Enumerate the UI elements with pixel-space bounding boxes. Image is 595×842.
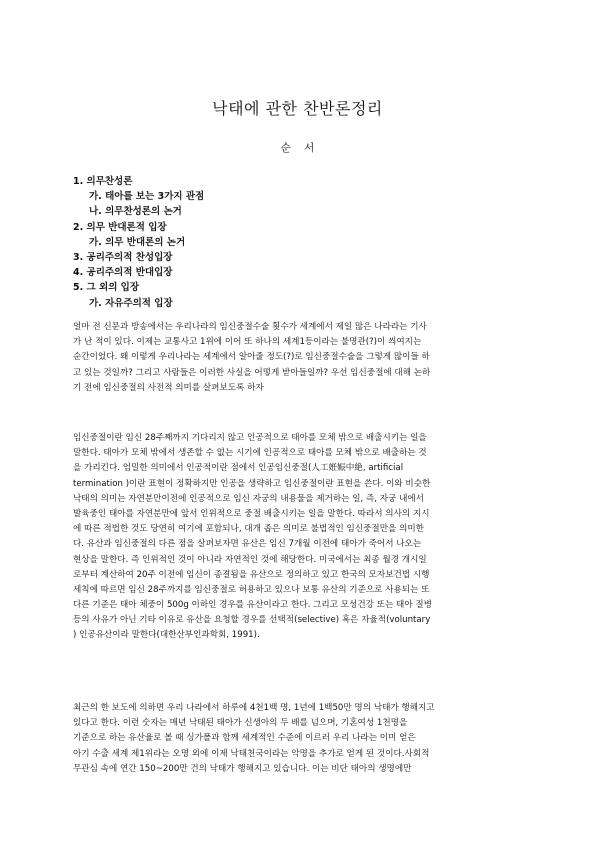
toc-item: 4. 공리주의적 반대입장 xyxy=(73,267,173,279)
text-line: 얼마 전 신문과 방송에서는 우리나라의 임신중절수술 횟수가 세계에서 제일 많은 나라라는 기사 xyxy=(73,322,427,332)
text-line: 고 있는 것일까? 그리고 사람들은 이러한 사실을 어떻게 받아들일까? 우선 임신중절에 대해 논하 xyxy=(73,367,431,378)
text-line: 발육중인 태아를 자연분만에 앞서 인위적으로 중절 배출시키는 일을 말한다. 따라서 의사의 지시 xyxy=(73,508,430,519)
table-of-contents xyxy=(73,174,204,311)
text-line: 말한다. 태아가 모체 밖에서 생존할 수 없는 시기에 인공적으로 태아를 모체 밖으로 배출하는 것 xyxy=(73,448,427,459)
toc-subitem: 가. 태아를 보는 3가지 관점 xyxy=(89,191,205,203)
text-line: 가 난 적이 있다. 이제는 교통사고 1위에 이어 또 하나의 세계1등이라는 불명관(?)이 씌여지는 xyxy=(73,337,422,348)
text-line: 다. 유산과 임신중절의 다른 점을 살펴보자면 유산은 임신 7개월 이전에 태아가 죽어서 나오는 xyxy=(73,539,422,550)
text-line: 세칙에 따르면 임신 28주까지를 임신중절로 허용하고 있으나 보통 유산의 기준으로 사용되는 또 xyxy=(73,584,430,595)
toc-subitem: 가. 의무 반대론의 논거 xyxy=(89,236,186,248)
toc-item: 1. 의무찬성론 xyxy=(73,176,133,187)
text-line: 있다고 한다. 이런 숫자는 매년 낙태된 태아가 신생아의 두 배를 넘으며, 기혼여성 1천명을 xyxy=(73,718,408,729)
text-line: ) 인공유산이라 말한다(대한산부인과학회, 1991). xyxy=(73,630,260,641)
text-line: 등의 사유가 아닌 기타 이유로 유산을 요청할 경우를 선택적(selective) 혹은 자율적(voluntary xyxy=(73,615,431,626)
text-line: 아기 수출 세계 제1위라는 오명 외에 이제 낙태천국이라는 악명을 추가로 얻게 된 것이다.사회적 xyxy=(73,748,430,759)
toc-subitem: 가. 자유주의적 입장 xyxy=(89,297,173,309)
text-line: 현상을 말한다. 즉 인위적인 것이 아니라 자연적인 것에 해당한다. 미국에서는 최종 월경 개시일 xyxy=(73,554,427,565)
text-line: 최근의 한 보도에 의하면 우리 나라에서 하루에 4천1백 명, 1년에 1백50만 명의 낙태가 행해지고 xyxy=(73,703,435,713)
text-line: 무관심 속에 연간 150~200만 건의 낙태가 행해지고 있습니다. 이는 비단 태아의 생명에만 xyxy=(73,763,412,774)
text-line: 에 따른 적법한 것도 당연히 여기에 포함되나, 대개 좁은 의미로 불법적인 임신중절만을 의미한 xyxy=(73,524,424,535)
text-line: 순간이었다. 왜 이렇게 우리나라는 세계에서 알아줄 정도(?)로 임신중절수술을 그렇게 많이들 하 xyxy=(73,352,430,363)
document-title: 낙태에 관한 찬반론정리 xyxy=(212,99,383,118)
toc-item: 3. 공리주의적 찬성입장 xyxy=(73,251,173,263)
text-line: termination )이란 표현이 정확하지만 인공을 생략하고 임신중절이란 표현을 쓴다. 이와 비슷한 xyxy=(73,478,431,489)
toc-item: 5. 그 외의 입장 xyxy=(73,282,140,294)
definition-paragraph xyxy=(73,431,528,644)
text-line: 로부터 계산하여 20주 이전에 임신이 종결됨을 유산으로 정의하고 있고 한국의 모자보건법 시행 xyxy=(73,569,430,580)
order-heading: 순 서 xyxy=(280,142,315,154)
toc-item: 2. 의무 반대론적 입장 xyxy=(73,221,167,233)
statistics-paragraph xyxy=(73,701,528,777)
text-line: 기 전에 임신중절의 사전적 의미를 살펴보도록 하자 xyxy=(73,382,264,393)
text-line: 임신중절이란 임신 28주째까지 기다리지 않고 인공적으로 태아를 모체 밖으로 배출시키는 일을 xyxy=(73,433,427,443)
intro-paragraph xyxy=(73,320,528,396)
text-line: 기준으로 하는 유산율로 볼 때 싱가폴과 함께 세계적인 수준에 이르러 우리 나라는 이미 얻은 xyxy=(73,733,416,744)
text-line: 다른 기준은 태아 체중이 500g 이하인 경우를 유산이라고 한다. 그리고 모성건강 또는 태아 질병 xyxy=(73,600,432,611)
text-line: 을 가리킨다. 엄밀한 의미에서 인공적이란 점에서 인공임신중절(人工姙娠中絶, artificial xyxy=(73,463,404,474)
text-line: 낙태의 의미는 자연분만이전에 인공적으로 임신 자궁의 내용물을 제거하는 일, 즉, 자궁 내에서 xyxy=(73,493,424,504)
toc-subitem: 나. 의무찬성론의 논거 xyxy=(89,206,182,218)
